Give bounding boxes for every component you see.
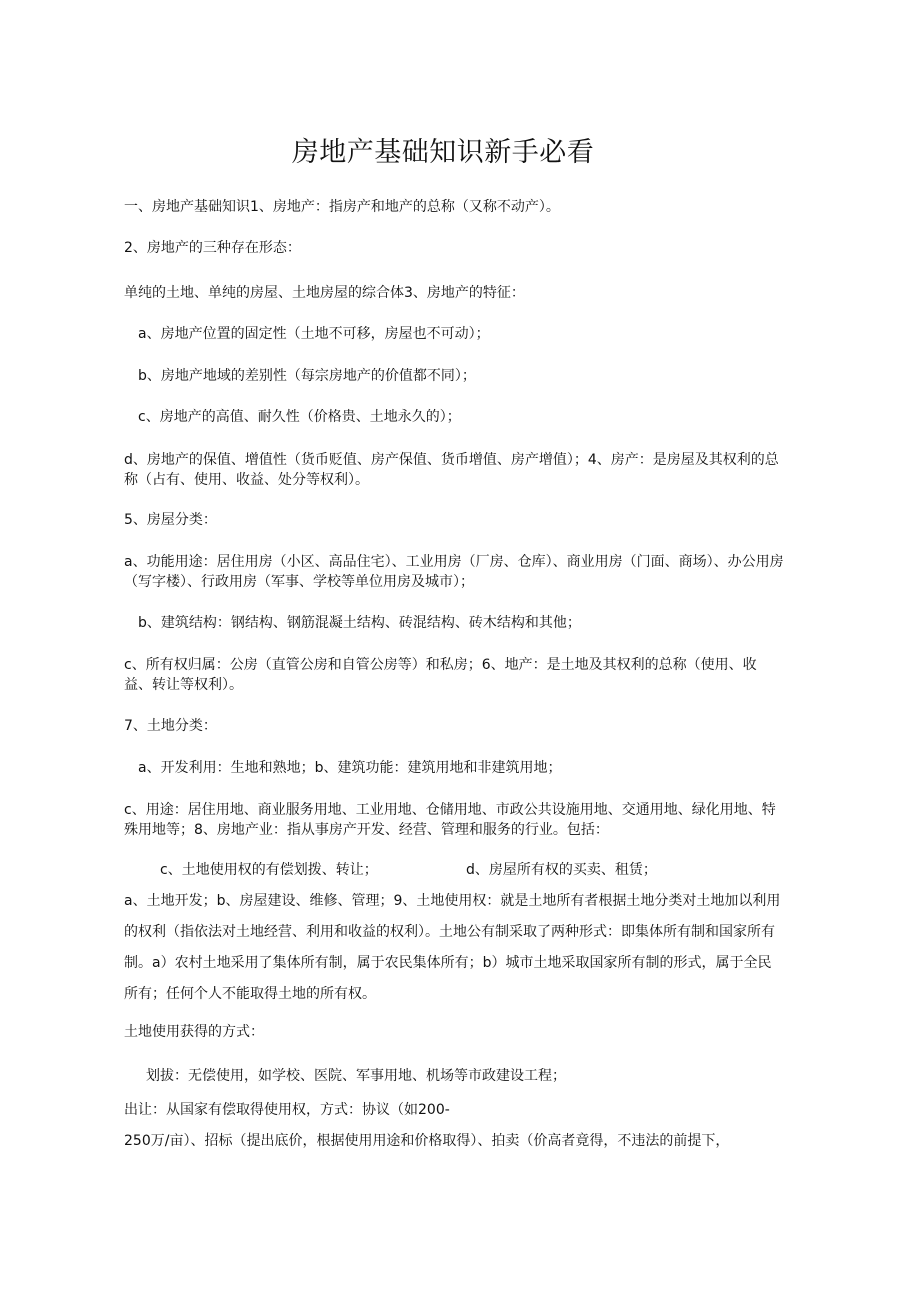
paragraph-intro-definition: 一、房地产基础知识1、房地产：指房产和地产的总称（又称不动产）。	[124, 199, 560, 215]
paragraph-land-a: a、开发利用：生地和熟地；b、建筑功能：建筑用地和非建筑用地；	[138, 760, 562, 776]
paragraph-land-category: 7、土地分类：	[124, 718, 217, 734]
paragraph-forms-list: 单纯的土地、单纯的房屋、土地房屋的综合体3、房地产的特征：	[124, 285, 525, 301]
paragraph-industry-d: d、房屋所有权的买卖、租赁；	[466, 862, 657, 878]
paragraph-house-category: 5、房屋分类：	[124, 512, 217, 528]
paragraph-land-use-right: a、土地开发；b、房屋建设、维修、管理；9、土地使用权：就是土地所有者根据土地分类对土地加以利用的权利（指依法对土地经营、利用和收益的权利）。土地公有制采取了两种形式：即集体所有制和国家所有制。a）农村土地采用了集体所有制，属于农民集体所有；b）城市土地采取国家所有制的形式，属于全民所有；任何个人不能取得土地的所有权。	[124, 893, 781, 1002]
paragraph-feature-d: d、房地产的保值、增值性（货币贬值、房产保值、货币增值、房产增值）；4、房产：是房屋及其权利的总称（占有、使用、收益、处分等权利）。	[124, 452, 779, 488]
paragraph-transfer: 出让：从国家有偿取得使用权，方式：协议（如200-	[124, 1102, 450, 1118]
paragraph-transfer-methods: 250万/亩）、招标（提出底价，根据使用用途和价格取得）、拍卖（价高者竟得，不违法的前提下，	[124, 1133, 730, 1149]
paragraph-allocation: 划拔：无偿使用，如学校、医院、军事用地、机场等市政建设工程；	[146, 1068, 566, 1084]
paragraph-three-forms: 2、房地产的三种存在形态：	[124, 240, 301, 256]
paragraph-house-c: c、所有权归属：公房（直管公房和自管公房等）和私房；6、地产：是土地及其权利的总称（使用、收益、转让等权利）。	[124, 657, 757, 693]
paragraph-feature-b: b、房地产地域的差别性（每宗房地产的价值都不同）；	[138, 368, 476, 384]
paragraph-industry-c: c、土地使用权的有偿划拨、转让；	[160, 862, 378, 878]
paragraph-feature-c: c、房地产的高值、耐久性（价格贵、土地永久的）；	[138, 409, 461, 425]
paragraph-feature-a: a、房地产位置的固定性（土地不可移，房屋也不可动）；	[138, 326, 490, 342]
paragraph-house-b: b、建筑结构：钢结构、钢筋混凝土结构、砖混结构、砖木结构和其他；	[138, 615, 581, 631]
paragraph-house-a: a、功能用途：居住用房（小区、高品住宅）、工业用房（厂房、仓库）、商业用房（门面、商场）、办公用房（写字楼）、行政用房（军事、学校等单位用房及城市）；	[124, 554, 784, 590]
paragraph-land-acquisition: 土地使用获得的方式：	[124, 1024, 264, 1040]
document-title: 房地产基础知识新手必看	[291, 137, 595, 168]
paragraph-land-c: c、用途：居住用地、商业服务用地、工业用地、仓储用地、市政公共设施用地、交通用地、绿化用地、特殊用地等；8、房地产业：指从事房产开发、经营、管理和服务的行业。包括：	[124, 802, 776, 838]
